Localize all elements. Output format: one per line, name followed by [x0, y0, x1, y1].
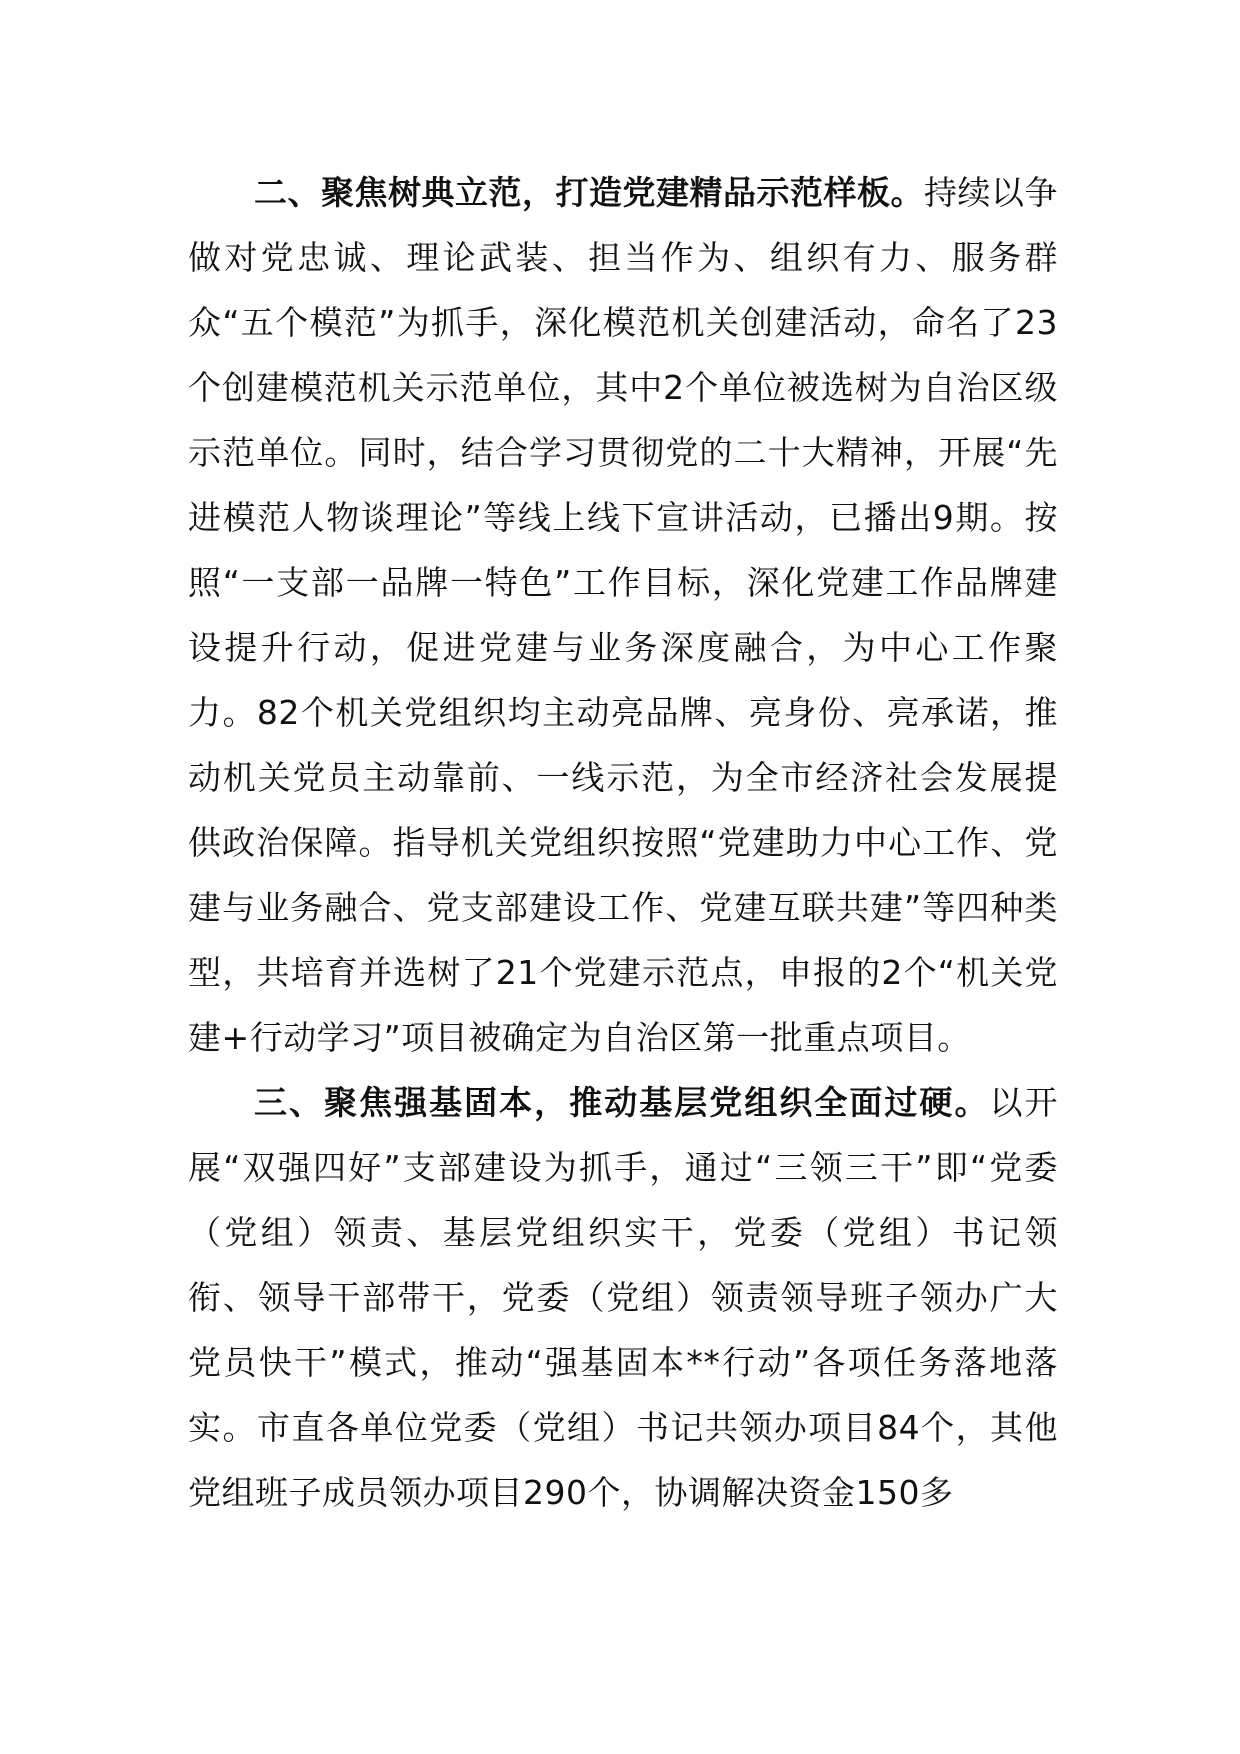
section-three-body: 以开展“双强四好”支部建设为抓手，通过“三领三干”即“党委（党组）领责、基层党组织实干，党委（党组）书记领衔、领导干部带干，党委（党组）领责领导班子领办广大党员快干”模式，推动“强基固本**行动”各项任务落地落实。市直各单位党委（党组）书记共领办项目84个，其他党组班子成员领办项目290个，协调解决资金150多: [188, 1083, 1059, 1512]
section-three-heading: 三、聚焦强基固本，推动基层党组织全面过硬。: [254, 1083, 990, 1122]
paragraph-section-two: [188, 160, 1058, 1070]
section-two-body: 持续以争做对党忠诚、理论武装、担当作为、组织有力、服务群众“五个模范”为抓手，深化模范机关创建活动，命名了23个创建模范机关示范单位，其中2个单位被选树为自治区级示范单位。同时，结合学习贯彻党的二十大精神，开展“先进模范人物谈理论”等线上线下宣讲活动，已播出9期。按照“一支部一品牌一特色”工作目标，深化党建工作品牌建设提升行动，促进党建与业务深度融合，为中心工作聚力。82个机关党组织均主动亮品牌、亮身份、亮承诺，推动机关党员主动靠前、一线示范，为全市经济社会发展提供政治保障。指导机关党组织按照“党建助力中心工作、党建与业务融合、党支部建设工作、党建互联共建”等四种类型，共培育并选树了21个党建示范点，申报的2个“机关党建+行动学习”项目被确定为自治区第一批重点项目。: [188, 173, 1058, 1057]
section-two-heading: 二、聚焦树典立范，打造党建精品示范样板。: [254, 173, 924, 212]
paragraph-section-three: [188, 1070, 1058, 1525]
document-page: [188, 160, 1058, 1525]
